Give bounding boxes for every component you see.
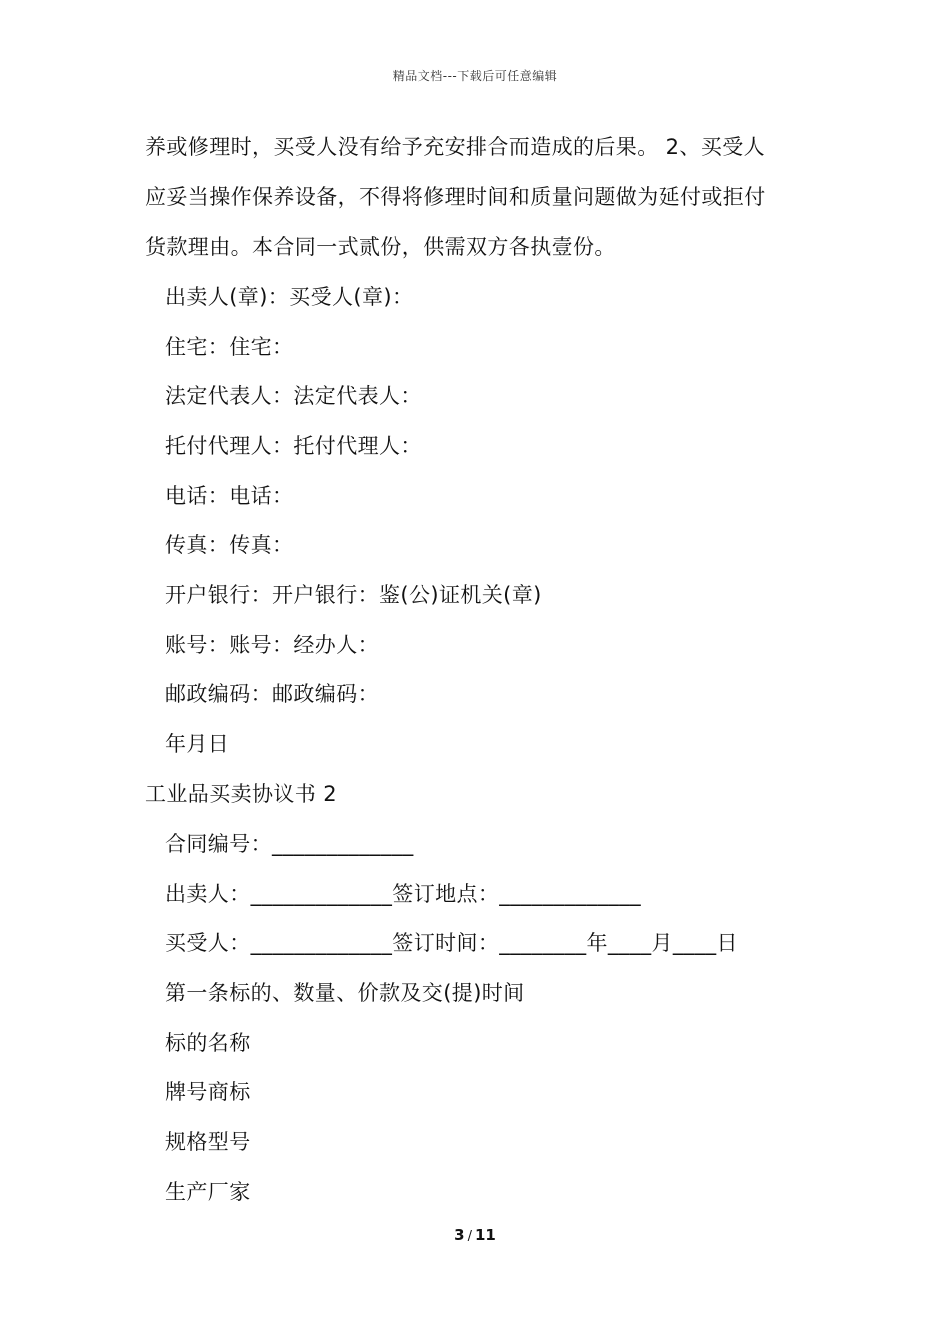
seller-line: 出卖人：_____________签订地点：_____________ [165, 882, 641, 906]
list-item: 标的名称 [165, 1031, 251, 1055]
paragraph-line: 养或修理时，买受人没有给予充安排合而造成的后果。 2、买受人 [145, 135, 766, 159]
signature-line-fax: 传真：传真： [165, 533, 294, 557]
paragraph-line: 应妥当操作保养设备，不得将修理时间和质量问题做为延付或拒付 [145, 185, 766, 209]
signature-line-date: 年月日 [165, 732, 230, 756]
signature-line-address: 住宅：住宅： [165, 335, 294, 359]
signature-line-account: 账号：账号：经办人： [165, 633, 379, 657]
signature-line-postcode: 邮政编码：邮政编码： [165, 682, 379, 706]
signature-line-bank: 开户银行：开户银行：鉴(公)证机关(章) [165, 583, 542, 607]
signature-line-phone: 电话：电话： [165, 484, 294, 508]
list-item: 生产厂家 [165, 1180, 251, 1204]
signature-line-legal-rep: 法定代表人：法定代表人： [165, 384, 422, 408]
page-header: 精品文档---下载后可任意编辑 [392, 69, 558, 83]
signature-line-seal: 出卖人(章)：买受人(章)： [165, 285, 414, 309]
buyer-line: 买受人：_____________签订时间：________年____月____日 [165, 931, 738, 955]
section-title: 工业品买卖协议书 2 [145, 782, 338, 806]
signature-line-agent: 托付代理人：托付代理人： [165, 434, 422, 458]
contract-number-line: 合同编号：_____________ [165, 832, 414, 856]
article-heading: 第一条标的、数量、价款及交(提)时间 [165, 981, 525, 1005]
page-number [0, 1226, 950, 1244]
current-page: 3 [454, 1226, 465, 1244]
list-item: 规格型号 [165, 1130, 251, 1154]
list-item: 牌号商标 [165, 1080, 251, 1104]
page-separator: / [467, 1229, 472, 1244]
total-pages: 11 [474, 1226, 496, 1244]
paragraph-line: 货款理由。本合同一式贰份，供需双方各执壹份。 [145, 235, 616, 259]
